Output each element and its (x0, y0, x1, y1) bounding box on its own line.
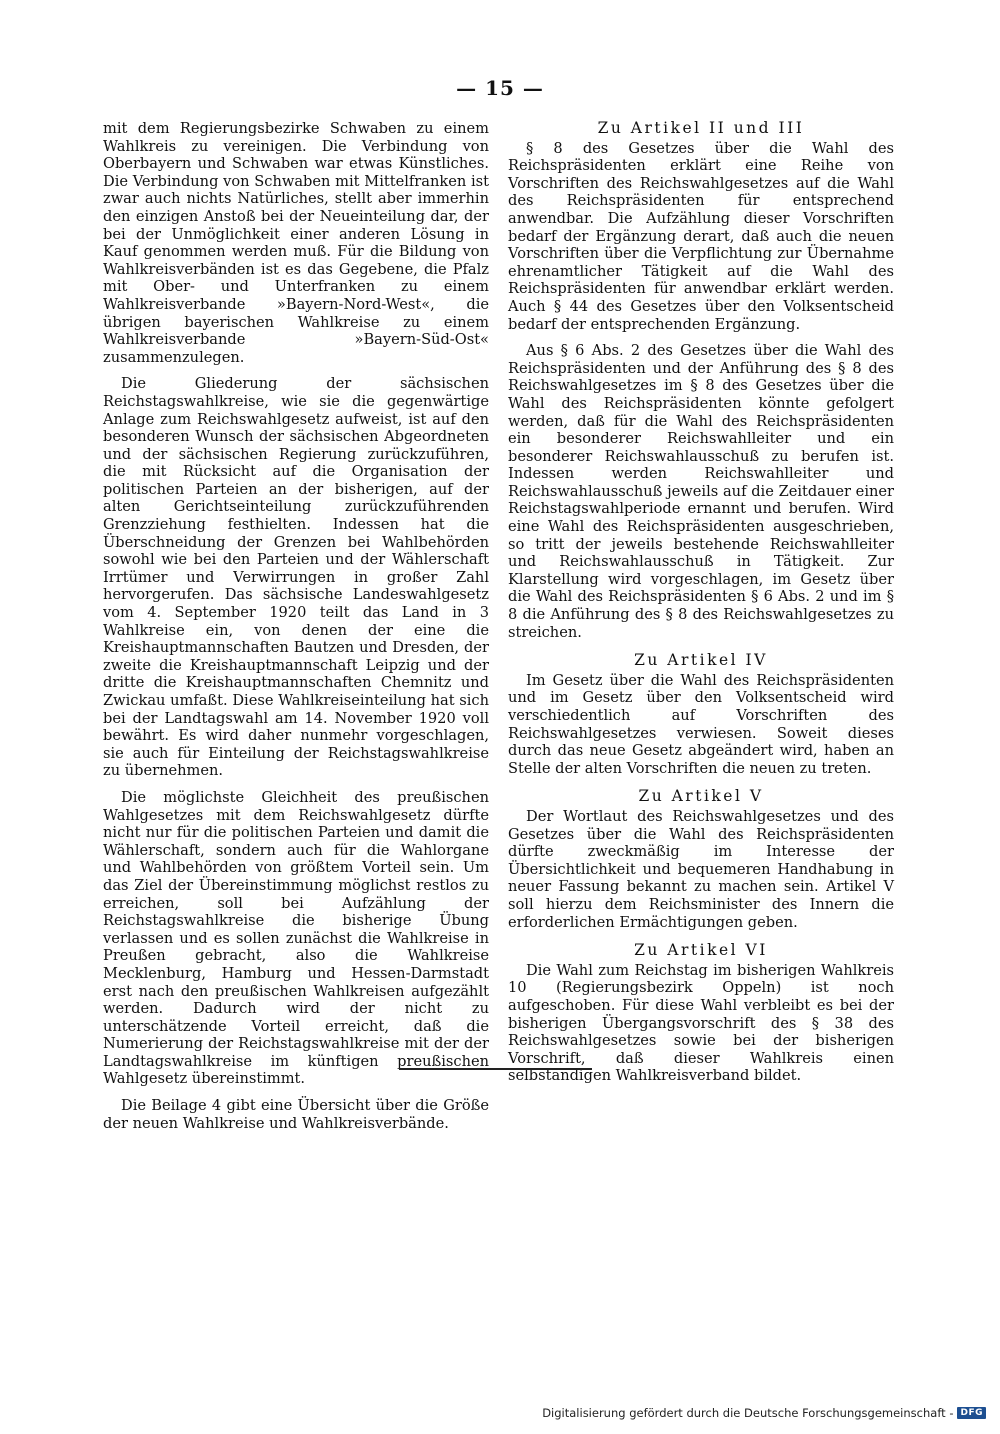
left-paragraph-2: Die Gliederung der sächsischen Reichstagswahlkreise, wie sie die gegenwärtige Anlage zum Reichswahlgesetz aufweist, ist auf den besonderen Wunsch der sächsischen Abgeordneten und der sächsischen Regierung zurückzuführen, die mit Rücksicht auf die Organisation der politischen Parteien an der bisherigen, auf der alten Gerichtseinteilung zurückzuführenden Grenzziehung festhielten. Indessen hat die Überschneidung der Grenzen bei Wahlbehörden sowohl wie bei den Parteien und der Wählerschaft Irrtümer und Verwirrungen in großer Zahl hervorgerufen. Das sächsische Landeswahlgesetz vom 4. September 1920 teilt das Land in 3 Wahlkreise ein, von denen der eine die Kreishauptmannschaften Bautzen und Dresden, der zweite die Kreishauptmannschaft Leipzig und der dritte die Kreishauptmannschaften Chemnitz und Zwickau umfaßt. Diese Wahlkreiseinteilung hat sich bei der Landtagswahl am 14. November 1920 voll bewährt. Es wird daher nunmehr vorgeschlagen, sie auch für Einteilung der Reichstagswahlkreise zu übernehmen. (103, 375, 489, 780)
page-number: — 15 — (456, 76, 544, 100)
digitization-credit (542, 1406, 986, 1420)
section-heading: Zu Artikel II und III (597, 119, 805, 137)
section-paragraph: § 8 des Gesetzes über die Wahl des Reichspräsidenten erklärt eine Reihe von Vorschriften des Reichswahlgesetzes auf die Wahl des Reichspräsidenten für entsprechend anwendbar. Die Aufzählung dieser Vorschriften bedarf der Ergänzung derart, daß auch die neuen Vorschriften über die Verpflichtung zur Übernahme ehrenamtlicher Tätigkeit auf die Wahl des Reichspräsidenten für anwendbar erklärt werden. Auch § 44 des Gesetzes über den Volksentscheid bedarf der entsprechenden Ergänzung. (508, 139, 894, 333)
left-paragraph-4: Die Beilage 4 gibt eine Übersicht über die Größe der neuen Wahlkreise und Wahlkreisverbände. (103, 1097, 489, 1132)
section-artikel-5 (508, 788, 894, 931)
section-artikel-6 (508, 942, 894, 1085)
closing-rule (399, 1068, 592, 1070)
left-paragraph-3: Die möglichste Gleichheit des preußischen Wahlgesetzes mit dem Reichswahlgesetz dürfte nicht nur für die politischen Parteien und damit die Wählerschaft, sondern auch für die Wahlorgane und Wahlbehörden von größtem Vorteil sein. Um das Ziel der Übereinstimmung möglichst restlos zu erreichen, soll bei Aufzählung der Reichstagswahlkreise die bisherige Übung verlassen und es sollen zunächst die Wahlkreise in Preußen gebracht, also die Wahlkreise Mecklenburg, Hamburg und Hessen-Darmstadt erst nach den preußischen Wahlkreisen aufgezählt werden. Dadurch wird der nicht zu unterschätzende Vorteil erreicht, daß die Numerierung der Reichstagswahlkreise mit der der Landtagswahlkreise im künftigen preußischen Wahlgesetz übereinstimmt. (103, 788, 489, 1088)
section-artikel-2-3 (508, 120, 894, 641)
left-column (103, 120, 489, 1141)
right-column (508, 120, 894, 1096)
credit-text: Digitalisierung gefördert durch die Deutsche Forschungsgemeinschaft - (542, 1406, 954, 1420)
section-artikel-4 (508, 652, 894, 777)
section-heading: Zu Artikel IV (634, 651, 768, 670)
section-paragraph: Die Wahl zum Reichstag im bisherigen Wahlkreis 10 (Regierungsbezirk Oppeln) ist noch aufgeschoben. Für diese Wahl verbleibt es bei der bisherigen Übergangsvorschrift des § 38 des Reichswahlgesetzes sowie bei der bisherigen Vorschrift, daß dieser Wahlkreis einen selbständigen Wahlkreisverband bildet. (508, 961, 894, 1085)
left-paragraph-1: mit dem Regierungsbezirke Schwaben zu einem Wahlkreis zu vereinigen. Die Verbindung von Oberbayern und Schwaben war etwas Künstliches. Die Verbindung von Schwaben mit Mittelfranken ist zwar auch nichts Natürliches, stellt aber immerhin den einzigen Anstoß bei der Neueinteilung dar, der bei der Unmöglichkeit einer anderen Lösung in Kauf genommen werden muß. Für die Bildung von Wahlkreisverbänden ist es das Gegebene, die Pfalz mit Ober- und Unterfranken zu einem Wahlkreisverbande »Bayern-Nord-West«, die übrigen bayerischen Wahlkreise zu einem Wahlkreisverbande »Bayern-Süd-Ost« zusammenzulegen. (103, 120, 489, 366)
dfg-logo: DFG (957, 1407, 986, 1419)
section-heading: Zu Artikel VI (634, 941, 768, 960)
section-paragraph: Im Gesetz über die Wahl des Reichspräsidenten und im Gesetz über den Volksentscheid wird verschiedentlich auf Vorschriften des Reichswahlgesetzes verwiesen. Soweit dieses durch das neue Gesetz abgeändert wird, haben an Stelle der alten Vorschriften die neuen zu treten. (508, 671, 894, 777)
section-paragraph: Der Wortlaut des Reichswahlgesetzes und des Gesetzes über die Wahl des Reichspräsidenten dürfte zweckmäßig im Interesse der Übersichtlichkeit und bequemeren Handhabung in neuer Fassung bekannt zu machen sein. Artikel V soll hierzu dem Reichsminister des Innern die erforderlichen Ermächtigungen geben. (508, 807, 894, 931)
section-paragraph: Aus § 6 Abs. 2 des Gesetzes über die Wahl des Reichspräsidenten und der Anführung des § 8 des Reichswahlgesetzes im § 8 des Gesetzes über die Wahl des Reichspräsidenten könnte gefolgert werden, daß für die Wahl des Reichspräsidenten ein besonderer Reichswahlleiter und ein besonderer Reichswahlausschuß zu berufen ist. Indessen werden Reichswahlleiter und Reichswahlausschuß jeweils auf die Zeitdauer einer Reichstagswahlperiode ernannt und berufen. Wird eine Wahl des Reichspräsidenten ausgeschrieben, so tritt der jeweils bestehende Reichswahlleiter und Reichswahlausschuß in Tätigkeit. Zur Klarstellung wird vorgeschlagen, im Gesetz über die Wahl des Reichspräsidenten § 6 Abs. 2 und im § 8 die Anführung des § 8 des Reichswahlgesetzes zu streichen. (508, 342, 894, 641)
section-heading: Zu Artikel V (638, 787, 764, 806)
